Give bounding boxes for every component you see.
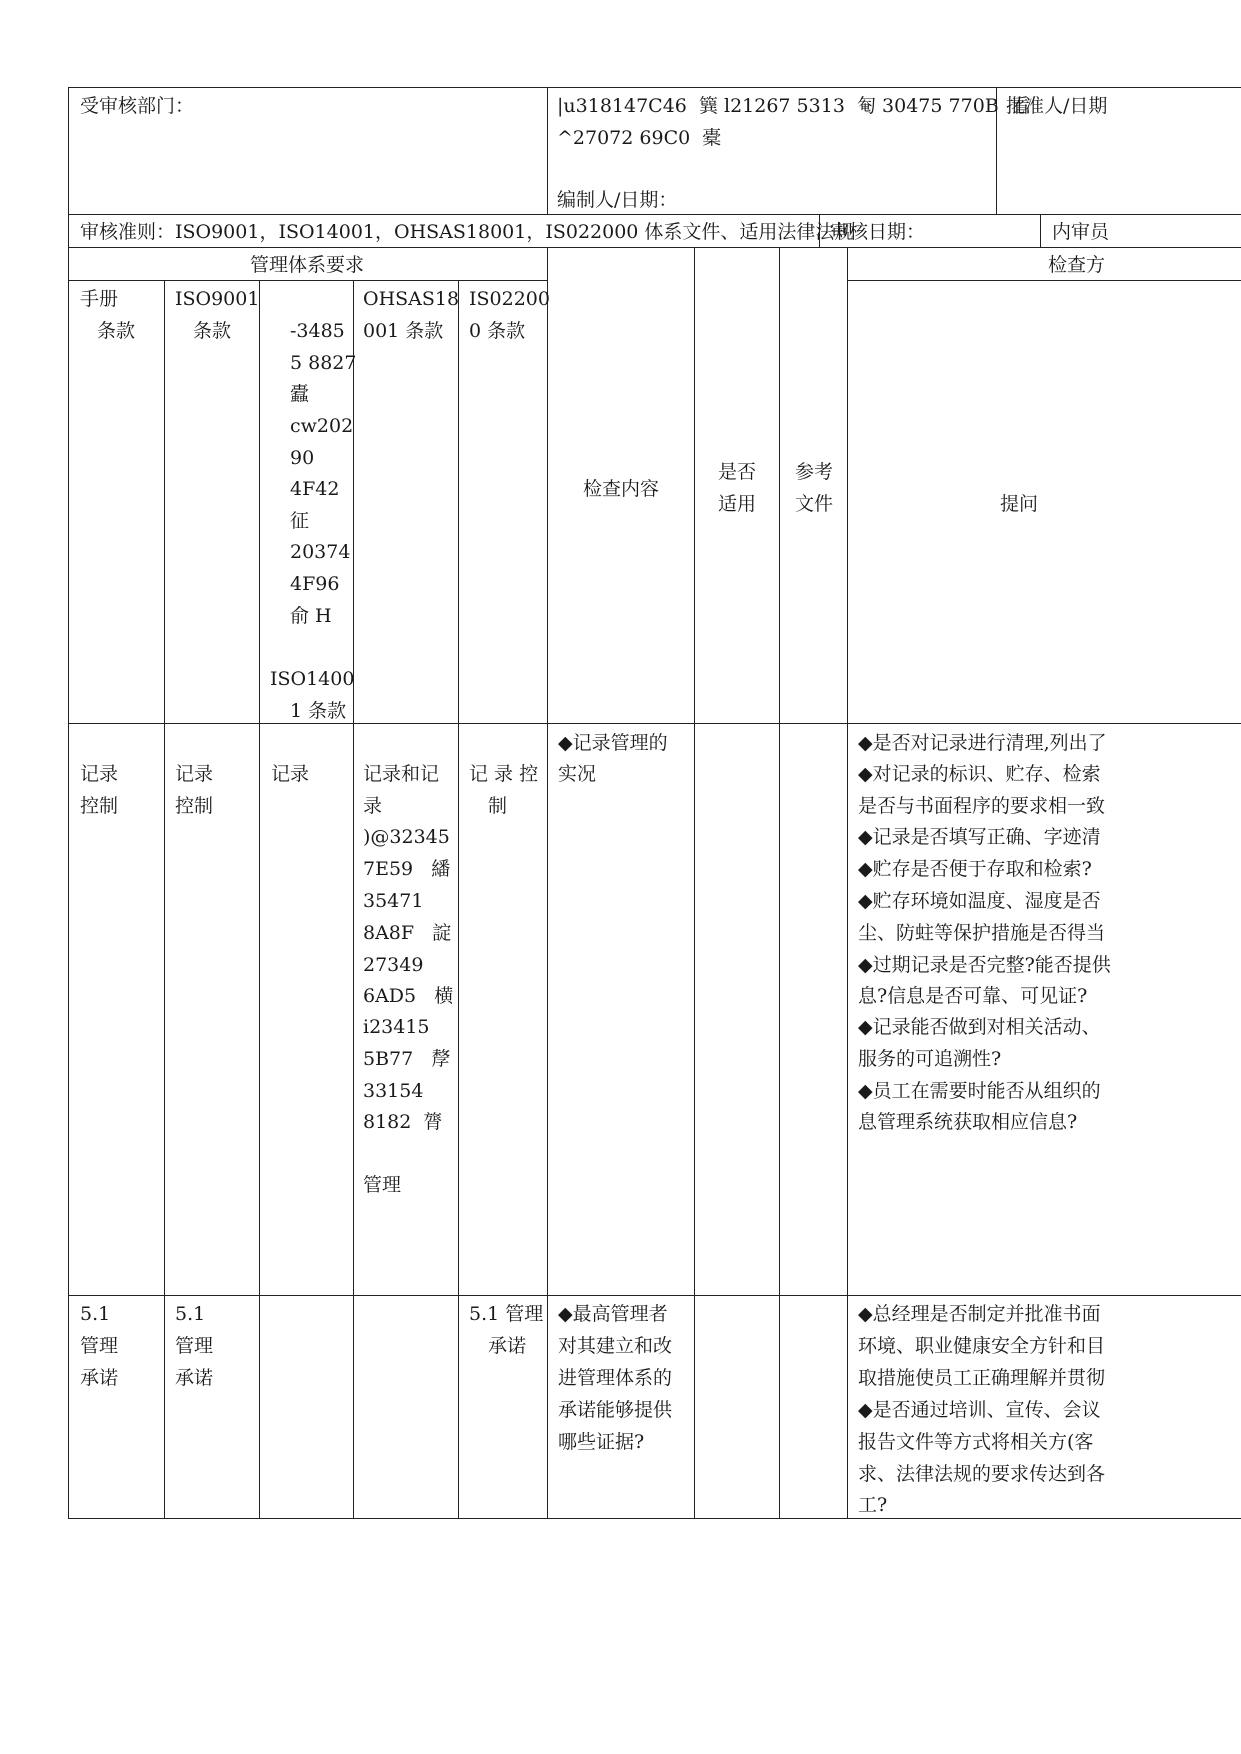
audit-criteria: 审核准则：ISO9001，ISO14001，OHSAS18001，IS022000 体系文件、适用法律法规 — [80, 221, 854, 243]
col-iso9001-l2: 条款 — [193, 320, 232, 342]
mgmt-requirements-heading: 管理体系要求 — [250, 254, 365, 276]
col-manual-l2: 条款 — [97, 320, 136, 342]
col-question: 提问 — [1000, 493, 1039, 515]
compiler-label: 编制人/日期： — [557, 189, 678, 211]
col-iso9001-l1: ISO9001 — [175, 288, 260, 310]
audit-date-label: 审核日期： — [830, 221, 926, 243]
check-method-heading: 检查方 — [1048, 254, 1106, 276]
col-ohsas-l2: 001 条款 — [363, 320, 444, 342]
col-is22000-l1: IS02200 — [469, 288, 550, 310]
col-applicable-l2: 适用 — [718, 493, 757, 515]
col-reference-l2: 文件 — [795, 493, 834, 515]
code-line-2: ^27072 69C0 橐 — [557, 127, 722, 149]
code-line-1: |u318147C46 簨 l21267 5313 匎 30475 770B 看 — [557, 95, 1030, 117]
col-ohsas-l1: OHSAS18 — [363, 288, 460, 310]
col-reference-l1: 参考 — [795, 461, 834, 483]
approver-label: 批准人/日期 — [1006, 95, 1108, 117]
dept-label: 受审核部门： — [80, 95, 195, 117]
col-is22000-l2: 0 条款 — [469, 320, 526, 342]
col-manual-l1: 手册 — [80, 288, 119, 310]
internal-auditor-label: 内审员 — [1052, 221, 1110, 243]
col-applicable-l1: 是否 — [718, 461, 757, 483]
col-content: 检查内容 — [583, 478, 660, 500]
